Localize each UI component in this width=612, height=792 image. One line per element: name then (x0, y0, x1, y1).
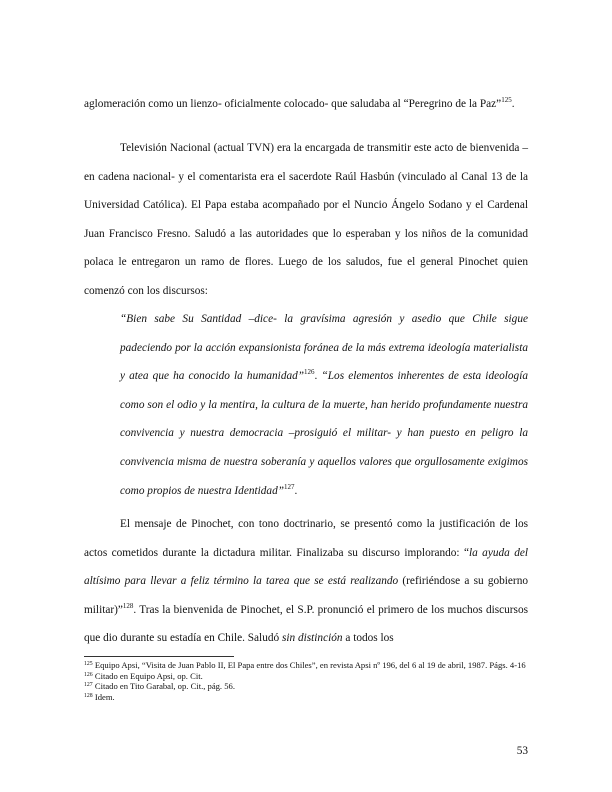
text-run: (refiriéndose a su gobierno militar)” (84, 575, 528, 616)
footnote-divider (84, 656, 234, 657)
quote-part-1: “Bien sabe Su Santidad –dice- la gravísima agresión y asedio que Chile sigue padeciendo por la acción expansionista foránea de la más extrema ideología materialista y atea que ha conocido la humanidad” (120, 313, 528, 383)
paragraph-tvn: Televisión Nacional (actual TVN) era la encargada de transmitir este acto de bienvenida –en cadena nacional- y el comentarista era el sacerdote Raúl Hasbún (vinculado al Canal 13 de la Universidad Católica). El Papa estaba acompañado por el Nuncio Ángelo Sodano y el Cardenal Juan Francisco Fresno. Saludó a las autoridades que lo esperaban y los niños de la comunidad polaca le entregaron un ramo de flores. Luego de los saludos, fue el general Pinochet quien comenzó con los discursos: (84, 142, 528, 297)
footnote-text: Citado en Equipo Apsi, op. Cit. (92, 670, 203, 681)
footnote (84, 692, 528, 703)
text-run: a todos los (342, 632, 394, 645)
footnote (84, 671, 528, 682)
quote-end: . (294, 484, 298, 497)
text-run: . Tras la bienvenida de Pinochet, el S.P. pronunció el primero de los muchos discursos que dio durante su estadía en Chile. Saludó (84, 603, 528, 645)
footnote (84, 681, 528, 692)
paragraph-text: aglomeración como un lienzo- oficialmente colocado- que saludaba al “Peregrino de la Paz” (84, 98, 502, 110)
footnote-ref: 125 (501, 96, 512, 104)
paragraph-end: . (511, 98, 515, 110)
footnote-ref: 127 (284, 482, 295, 491)
footnote-text: Citado en Tito Garabal, op. Cit., pág. 56. (92, 681, 235, 691)
footnote-text: Equipo Apsi, “Visita de Juan Pablo II, El Papa entre dos Chiles”, en revista Apsi nº 196, del 6 al 19 de abril, 1987. Págs. 4-16 (92, 660, 526, 670)
paragraph-pinochet-message (84, 510, 528, 653)
italic-phrase: sin distinción (281, 632, 343, 645)
paragraph-continuation (84, 90, 528, 119)
footnote-ref: 128 (122, 601, 134, 610)
page-number: 53 (516, 745, 528, 757)
italic-quote: la ayuda del altísimo para llevar a feliz término la tarea que se está realizando (84, 546, 528, 588)
quote-separator: . (314, 370, 322, 383)
footnote-number: 128 (84, 692, 93, 699)
footnote-number: 126 (84, 671, 93, 678)
footnote-ref: 126 (304, 368, 315, 377)
quote-part-2: “Los elementos inherentes de esta ideología como son el odio y la mentira, la cultura de la muerte, han herido profundamente nuestra convivencia y nuestra democracia –prosiguió el militar- y han puesto en peligro la convivencia misma de nuestra soberanía y aquellos valores que orgullosamente exigimos como propios de nuestra Identidad” (120, 370, 528, 497)
footnote (84, 660, 528, 671)
text-run: El mensaje de Pinochet, con tono doctrinario, se presentó como la justificación de los actos cometidos durante la dictadura militar. Finalizaba su discurso implorando: “ (84, 518, 528, 559)
block-quote (120, 305, 528, 505)
footnote-number: 127 (84, 682, 93, 688)
footnotes (84, 660, 528, 702)
footnote-text: Idem. (92, 691, 115, 702)
footnote-number: 125 (84, 661, 93, 667)
